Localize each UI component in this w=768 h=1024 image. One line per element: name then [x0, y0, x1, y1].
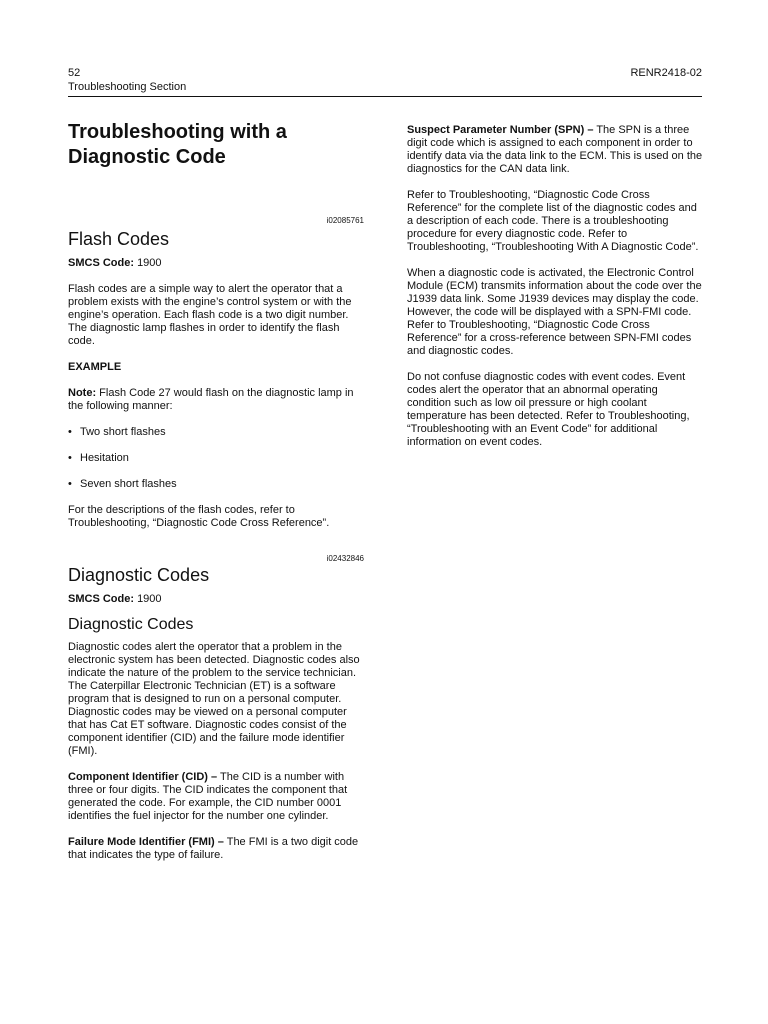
flash-note: [68, 387, 364, 413]
diagnostic-codes-subheading: Diagnostic Codes: [68, 616, 194, 633]
fmi-label: Failure Mode Identifier (FMI): [68, 836, 215, 848]
example-label: [68, 361, 364, 374]
page-title: Troubleshooting with a Diagnostic Code: [68, 121, 287, 168]
diag-smcs: [68, 593, 364, 606]
ecm-paragraph: When a diagnostic code is activated, the Electronic Control Module (ECM) transmits information about the code over the J1939 data link. Some J1939 devices may display the code. However, the code will be displayed with a SPN-FMI code. Refer to Troubleshooting, “Diagnostic Code Cross Reference” for a cross-reference between SPN-FMI codes and diagnostic codes.: [407, 267, 702, 357]
cross-reference-paragraph: Refer to Troubleshooting, “Diagnostic Code Cross Reference” for the complete list of the diagnostic codes and a description of each code. There is a troubleshooting procedure for every diagnostic code. Refer to Troubleshooting, “Troubleshooting With A Diagnostic Code”.: [407, 189, 699, 253]
note-label: Note:: [68, 387, 97, 399]
bullet-icon: •: [68, 426, 72, 438]
flash-codes-heading: Flash Codes: [68, 229, 170, 249]
example-label-text: EXAMPLE: [68, 361, 122, 373]
dash: –: [587, 124, 594, 136]
spn-definition: [407, 124, 703, 176]
flash-intro: Flash codes are a simple way to alert the operator that a problem exists with the engine’s control system or with the engine’s operation. Each flash code is a two digit number. The diagnostic lamp flashes in order to identify the flash code.: [68, 283, 352, 347]
fmi-definition: [68, 836, 364, 862]
cid-label: Component Identifier (CID): [68, 771, 208, 783]
cid-text: The CID is a number with three or four digits. The CID indicates the component that generated the code. For example, the CID number 0001 identifies the fuel injector for the number one cylinder.: [68, 771, 348, 822]
event-codes-paragraph: Do not confuse diagnostic codes with event codes. Event codes alert the operator that an abnormal operating condition such as low oil pressure or high coolant temperature has been detected. Refer to Troubleshooting, “Troubleshooting with an Event Code” for additional information on event codes.: [407, 371, 690, 448]
right-column: [407, 124, 703, 449]
bullet-icon: •: [68, 452, 72, 464]
spn-label: Suspect Parameter Number (SPN): [407, 124, 585, 136]
dash: –: [217, 836, 224, 848]
dash: –: [211, 771, 218, 783]
fmi-text: The FMI is a two digit code that indicates the type of failure.: [68, 836, 359, 861]
doc-number: RENR2418-02: [630, 67, 702, 79]
flash-ref-id: i02085761: [326, 216, 364, 225]
list-item-text: Hesitation: [80, 452, 129, 464]
diag-smcs-label: SMCS Code:: [68, 593, 134, 605]
flash-smcs-label: SMCS Code:: [68, 257, 134, 269]
list-item: [68, 426, 364, 439]
page-number: 52: [68, 67, 81, 79]
flash-smcs-value: 1900: [137, 257, 162, 269]
list-item: [68, 478, 364, 491]
cid-definition: [68, 771, 364, 823]
left-column: [68, 120, 364, 862]
bullet-icon: •: [68, 478, 72, 490]
list-item: [68, 452, 364, 465]
note-text: Flash Code 27 would flash on the diagnostic lamp in the following manner:: [68, 387, 354, 412]
list-item-text: Seven short flashes: [80, 478, 177, 490]
diagnostic-codes-heading: Diagnostic Codes: [68, 565, 210, 585]
diag-intro: Diagnostic codes alert the operator that a problem in the electronic system has been detected. Diagnostic codes also indicate the nature of the problem to the service technician. The Caterpillar Electronic Technician (ET) is a software program that is designed to run on a personal computer. Diagnostic codes may be viewed on a personal computer that has Cat ET software. Diagnostic codes consist of the component identifier (CID) and the failure mode identifier (FMI).: [68, 641, 360, 757]
flash-smcs: [68, 257, 364, 270]
spn-text: The SPN is a three digit code which is assigned to each component in order to identify data via the data link to the ECM. This is used on the diagnostics for the CAN data link.: [407, 124, 703, 175]
list-item-text: Two short flashes: [80, 426, 166, 438]
flash-outro: For the descriptions of the flash codes, refer to Troubleshooting, “Diagnostic Code Cross Reference”.: [68, 504, 330, 529]
diag-ref-id: i02432846: [326, 554, 364, 563]
header-rule: [68, 96, 702, 97]
section-name: Troubleshooting Section: [68, 81, 187, 93]
diag-smcs-value: 1900: [137, 593, 162, 605]
